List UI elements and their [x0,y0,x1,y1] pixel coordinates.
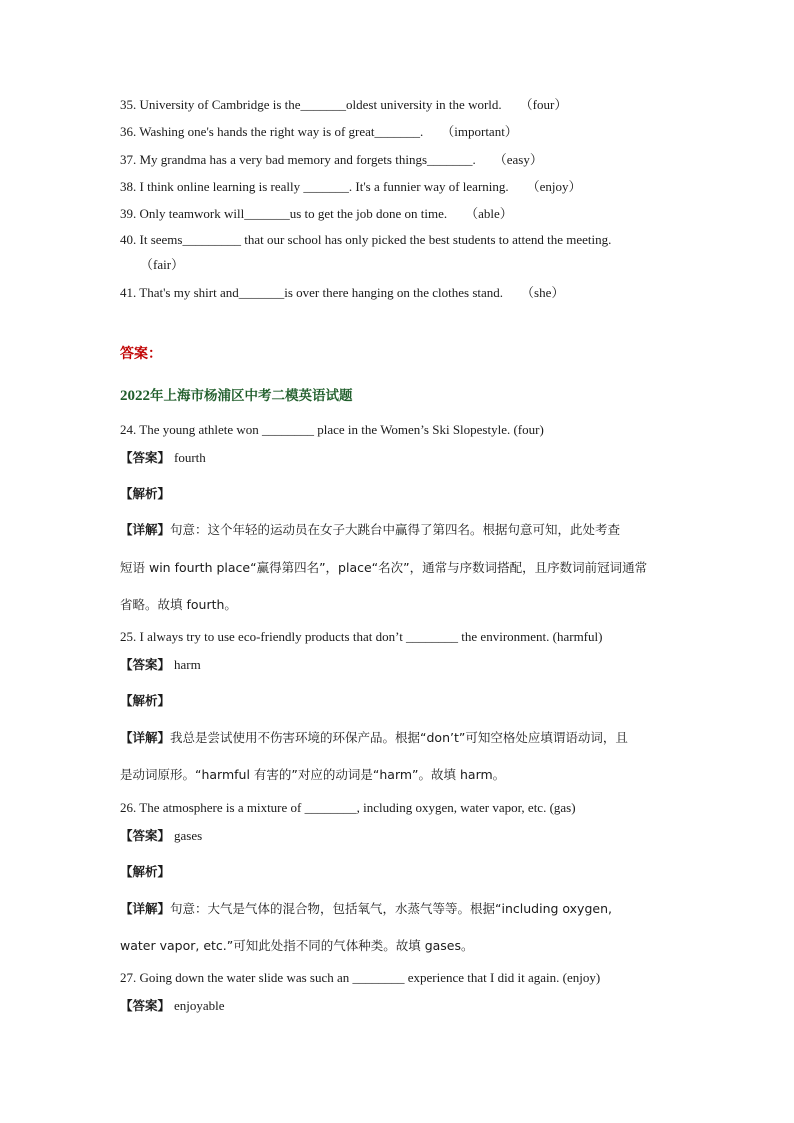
exercise-hint: （four） [519,97,568,112]
answer-25 [120,657,680,673]
question-25: 25. I always try to use eco-friendly products that don’t ________ the environment. (harmful) [120,629,603,644]
detail-tag: 【详解】 [120,522,171,537]
answer-24 [120,450,680,466]
exercise-39 [120,206,680,222]
exercise-text: 38. I think online learning is really _______. It's a funnier way of learning. [120,179,509,194]
paper-title-text: 年上海市杨浦区中考二模英语试题 [150,388,353,404]
answer-tag: 【答案】 [120,828,171,843]
detail-tag: 【详解】 [120,730,171,745]
exercise-41 [120,285,680,301]
answer-tag: 【答案】 [120,657,171,672]
exercise-40 [120,232,672,248]
paper-title [120,384,353,405]
exercise-35 [120,97,680,113]
exercise-hint: （fair） [140,257,185,272]
exercise-text: 35. University of Cambridge is the_______oldest university in the world. [120,97,502,112]
analysis-25 [120,693,680,709]
analysis-tag: 【解析】 [120,864,171,879]
exercise-38 [120,179,680,195]
detail-26-line-2: water vapor, etc.”可知此处指不同的气体种类。故填 gases。 [120,938,474,953]
answer-value: gases [174,828,203,843]
detail-text: 句意：这个年轻的运动员在女子大跳台中赢得了第四名。根据句意可知，此处考查 [170,522,621,537]
exercise-40-hint-line [140,257,680,273]
answer-value: harm [174,657,201,672]
answer-value: fourth [174,450,206,465]
exercise-hint: （able） [465,206,513,221]
analysis-tag: 【解析】 [120,693,171,708]
question-27: 27. Going down the water slide was such an ________ experience that I did it again. (enjoy) [120,970,601,985]
detail-text: 我总是尝试使用不伤害环境的环保产品。根据“don’t”可知空格处应填谓语动词，且 [170,730,628,745]
exercise-36 [120,124,680,140]
exercise-hint: （enjoy） [526,179,582,194]
detail-24-line-1 [120,522,680,538]
detail-24-line-2: 短语 win fourth place“赢得第四名”，place“名次”，通常与序数词搭配，且序数词前冠词通常 [120,560,648,575]
exercise-text: 36. Washing one's hands the right way is of great_______. [120,124,424,139]
answers-heading: 答案： [120,346,162,362]
exercise-text: 40. It seems_________ that our school has only picked the best students to attend the meeting. [120,232,612,247]
answer-27 [120,998,680,1014]
question-26: 26. The atmosphere is a mixture of ________, including oxygen, water vapor, etc. (gas) [120,800,576,815]
exercise-text: 39. Only teamwork will_______us to get the job done on time. [120,206,448,221]
exercise-text: 41. That's my shirt and_______is over there hanging on the clothes stand. [120,285,504,300]
answer-tag: 【答案】 [120,450,171,465]
detail-25-line-1 [120,730,680,746]
paper-title-year: 2022 [120,388,150,404]
detail-tag: 【详解】 [120,901,171,916]
exercise-hint: （easy） [493,152,543,167]
detail-text: 句意：大气是气体的混合物，包括氧气，水蒸气等等。根据“including oxygen, [170,901,612,916]
answer-26 [120,828,680,844]
exercise-hint: （important） [441,124,518,139]
answer-value: enjoyable [174,998,225,1013]
detail-25-line-2: 是动词原形。“harmful 有害的”对应的动词是“harm”。故填 harm。 [120,767,506,782]
exercise-37 [120,152,680,168]
analysis-24 [120,486,680,502]
detail-26-line-1 [120,901,680,917]
answer-tag: 【答案】 [120,998,171,1013]
exercise-text: 37. My grandma has a very bad memory and forgets things_______. [120,152,476,167]
exercise-hint: （she） [521,285,565,300]
question-24: 24. The young athlete won ________ place in the Women’s Ski Slopestyle. (four) [120,422,544,437]
analysis-tag: 【解析】 [120,486,171,501]
detail-24-line-3: 省略。故填 fourth。 [120,597,237,612]
analysis-26 [120,864,680,880]
